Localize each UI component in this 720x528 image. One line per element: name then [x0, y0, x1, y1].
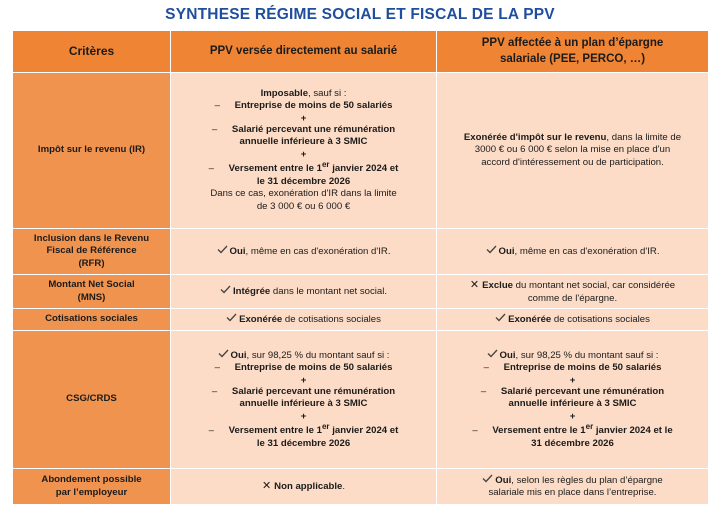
cell-abond-plan: Oui, selon les règles du plan d’épargne salariale mis en place dans l’entreprise. — [437, 469, 709, 505]
cell-mns-direct: Intégrée dans le montant net social. — [171, 275, 437, 309]
cross-icon: ✕ — [261, 480, 272, 493]
criteria-csg: CSG/CRDS — [13, 331, 171, 469]
row-csg — [13, 331, 709, 469]
row-mns — [13, 275, 709, 309]
cell-csg-direct: Oui, sur 98,25 % du montant sauf si : – Entreprise de moins de 50 salariés + – Salarié percevant une rémunération annuelle inférieure à 3 SMIC + – Versement entre le 1er janvier 2024 et le 31 décembre 2026 — [171, 331, 437, 469]
header-direct: PPV versée directement au salarié — [171, 31, 437, 73]
ir-cond-salary-1: – Salarié percevant une rémunération — [211, 123, 396, 135]
synthesis-table — [12, 30, 709, 505]
criteria-rfr: Inclusion dans le Revenu Fiscal de Référence (RFR) — [13, 229, 171, 275]
header-plan-line1: PPV affectée à un plan d’épargne — [481, 36, 664, 49]
header-plan-line2: salariale (PEE, PERCO, …) — [499, 52, 646, 65]
plus-sign: + — [569, 374, 576, 386]
ir-cond-dates-2: le 31 décembre 2026 — [256, 175, 351, 187]
cell-cotis-plan: Exonérée de cotisations sociales — [437, 309, 709, 331]
criteria-cotisations: Cotisations sociales — [13, 309, 171, 331]
plus-sign: + — [569, 410, 576, 422]
check-icon — [482, 474, 493, 487]
plus-sign: + — [300, 112, 307, 124]
cell-rfr-plan: Oui, même en cas d'exonération d'IR. — [437, 229, 709, 275]
header-criteria: Critères — [13, 31, 171, 73]
check-icon — [495, 313, 506, 326]
check-icon — [220, 285, 231, 298]
ir-direct-intro: Imposable, sauf si : — [260, 88, 347, 99]
check-icon — [226, 313, 237, 326]
plus-sign: + — [300, 148, 307, 160]
cell-cotis-direct: Exonérée de cotisations sociales — [171, 309, 437, 331]
header-plan — [437, 31, 709, 73]
cell-ir-plan: Exonérée d'impôt sur le revenu, dans la limite de 3000 € ou 6 000 € selon la mise en place d'un accord d'intéressement ou de participation. — [437, 73, 709, 229]
criteria-abondement: Abondement possible par l’employeur — [13, 469, 171, 505]
ir-cond-company: – Entreprise de moins de 50 salariés — [214, 100, 393, 112]
criteria-mns: Montant Net Social (MNS) — [13, 275, 171, 309]
cross-icon: ✕ — [469, 279, 480, 292]
cell-ir-direct — [171, 73, 437, 229]
plus-sign: + — [300, 374, 307, 386]
ir-direct-note-2: de 3 000 € ou 6 000 € — [256, 200, 351, 212]
ir-cond-dates-1: – Versement entre le 1er janvier 2024 et — [208, 159, 399, 175]
cell-rfr-direct: Oui, même en cas d'exonération d'IR. — [171, 229, 437, 275]
row-abondement — [13, 469, 709, 505]
plus-sign: + — [300, 410, 307, 422]
row-cotisations — [13, 309, 709, 331]
cell-mns-plan: ✕ Exclue du montant net social, car considérée comme de l'épargne. — [437, 275, 709, 309]
page-title: SYNTHESE RÉGIME SOCIAL ET FISCAL DE LA PPV — [165, 6, 555, 23]
check-icon — [218, 349, 229, 362]
check-icon — [217, 245, 228, 258]
header-row — [13, 31, 709, 73]
criteria-ir: Impôt sur le revenu (IR) — [13, 73, 171, 229]
ir-direct-note-1: Dans ce cas, exonération d'IR dans la limite — [210, 188, 397, 200]
row-ir — [13, 73, 709, 229]
ir-cond-salary-2: annuelle inférieure à 3 SMIC — [239, 136, 368, 148]
cell-abond-direct: ✕ Non applicable. — [171, 469, 437, 505]
cell-csg-plan: Oui, sur 98,25 % du montant sauf si : – Entreprise de moins de 50 salariés + – Salarié percevant une rémunération annuelle inférieure à 3 SMIC + – Versement entre le 1er janvier 2024 et le 31 décembre 2026 — [437, 331, 709, 469]
check-icon — [487, 349, 498, 362]
check-icon — [486, 245, 497, 258]
row-rfr — [13, 229, 709, 275]
